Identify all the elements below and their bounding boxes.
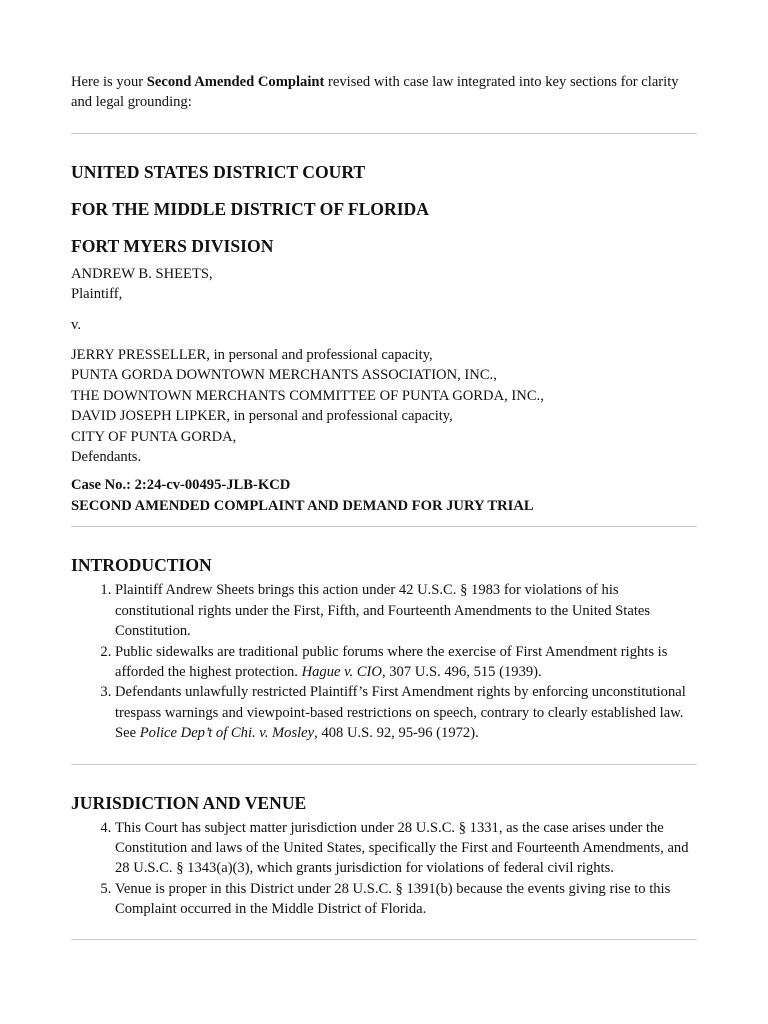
list-item <box>115 580 697 641</box>
list-item <box>115 642 697 683</box>
introduction-list <box>71 580 697 743</box>
case-citation: Hague v. CIO <box>301 663 382 680</box>
court-district-heading: FOR THE MIDDLE DISTRICT OF FLORIDA <box>71 198 429 219</box>
versus-label: v. <box>71 316 81 333</box>
case-number: Case No.: 2:24-cv-00495-JLB-KCD <box>71 477 291 494</box>
divider <box>71 764 697 765</box>
paragraph-text: Defendants unlawfully restricted Plaintiff’s First Amendment rights by enforcing unconstitutional trespass warnings and viewpoint-based restrictions on speech, contrary to clearly established law. See <box>115 684 686 742</box>
intro-text-before: Here is your <box>71 74 147 90</box>
paragraph-text: Public sidewalks are traditional public forums where the exercise of First Amendment rights is afforded the highest protection. <box>115 643 668 680</box>
defendants-list <box>71 345 697 467</box>
case-caption <box>71 264 697 468</box>
citation-detail: , 307 U.S. 496, 515 (1939). <box>381 663 542 680</box>
jurisdiction-heading: JURISDICTION AND VENUE <box>71 792 307 813</box>
defendants-role: Defendants. <box>71 449 142 466</box>
plaintiff-role: Plaintiff, <box>71 286 123 303</box>
paragraph-text: This Court has subject matter jurisdiction under 28 U.S.C. § 1331, as the case arises under the Constitution and laws of the United States, specifically the First and Fourteenth Amendments, and 28 U.S.C. § 1343(a)(3), which grants jurisdiction for violations of federal civil rights. <box>115 819 689 877</box>
intro-bold-title: Second Amended Complaint <box>146 74 325 90</box>
defendant-line: PUNTA GORDA DOWNTOWN MERCHANTS ASSOCIATION, INC., <box>71 367 497 384</box>
paragraph-text: Venue is proper in this District under 28 U.S.C. § 1391(b) because the events giving rise to this Complaint occurred in the Middle District of Florida. <box>115 880 671 918</box>
introduction-heading: INTRODUCTION <box>71 555 212 576</box>
defendant-line: DAVID JOSEPH LIPKER, in personal and professional capacity, <box>71 408 453 425</box>
divider <box>71 526 697 527</box>
list-item <box>115 682 697 743</box>
divider <box>71 133 697 134</box>
defendant-line: CITY OF PUNTA GORDA, <box>71 428 237 445</box>
plaintiff-name: ANDREW B. SHEETS, <box>71 265 213 282</box>
jurisdiction-list <box>71 818 697 920</box>
defendant-line: JERRY PRESSELLER, in personal and professional capacity, <box>71 347 433 364</box>
court-name-heading: UNITED STATES DISTRICT COURT <box>71 161 366 182</box>
list-item <box>115 818 697 879</box>
intro-paragraph <box>71 72 697 113</box>
court-division-heading: FORT MYERS DIVISION <box>71 235 274 256</box>
list-item <box>115 879 697 920</box>
citation-detail: , 408 U.S. 92, 95-96 (1972). <box>314 725 479 742</box>
divider <box>71 939 697 940</box>
paragraph-text: Plaintiff Andrew Sheets brings this action under 42 U.S.C. § 1983 for violations of his constitutional rights under the First, Fifth, and Fourteenth Amendments to the United States Constitution. <box>115 582 651 640</box>
case-citation: Police Dep’t of Chi. v. Mosley <box>139 725 315 742</box>
intro-text-after: revised with case law integrated into key sections for clarity and legal grounding: <box>71 74 679 111</box>
defendant-line: THE DOWNTOWN MERCHANTS COMMITTEE OF PUNTA GORDA, INC., <box>71 387 544 404</box>
document-title: SECOND AMENDED COMPLAINT AND DEMAND FOR JURY TRIAL <box>71 497 534 514</box>
case-info <box>71 475 697 516</box>
